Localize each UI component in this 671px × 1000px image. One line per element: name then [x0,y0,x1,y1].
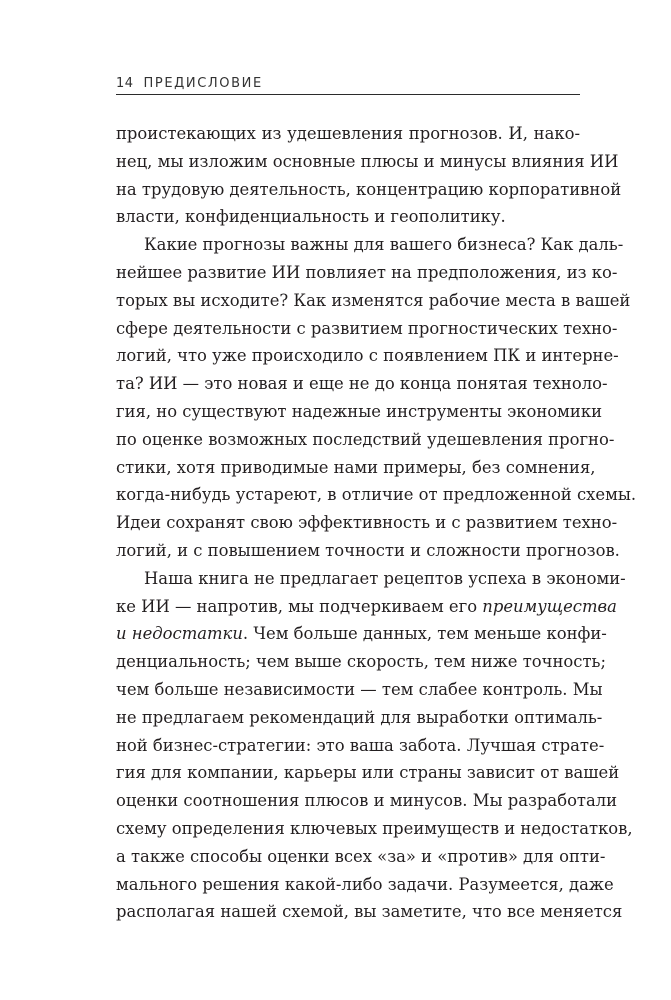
text-line [116,871,614,899]
paragraph [116,565,633,926]
text-segment: гия для компании, карьеры или страны зависит от вашей [116,763,620,783]
emphasis-text: и недостатки [116,624,243,644]
text-line [116,593,617,621]
text-segment: . Чем больше данных, тем меньше конфи- [242,624,607,644]
paragraph [116,120,622,231]
text-segment: Наша книга не предлагает рецептов успеха в экономи- [144,568,626,588]
text-line [116,259,618,287]
text-segment: проистекающих из удешевления прогнозов. И, нако- [116,124,580,143]
running-header [116,72,580,95]
text-segment: на трудовую деятельность, концентрацию корпоративной [116,179,622,199]
text-line [116,648,606,676]
text-line [116,398,603,426]
text-line [116,454,596,482]
text-line [116,120,580,148]
text-segment: логий, и с повышением точности и сложности прогнозов. [116,540,620,560]
text-segment: не предлагаем рекомендаций для выработки оптималь- [116,707,603,727]
text-line [116,787,618,815]
text-segment: мального решения какой-либо задачи. Разумеется, даже [116,874,614,894]
text-segment: торых вы исходите? Как изменятся рабочие места в вашей [116,290,631,310]
text-line [116,620,607,648]
text-segment: Какие прогнозы важны для вашего бизнеса? Как даль- [144,235,624,255]
text-line [116,759,620,787]
text-line [116,815,633,843]
text-segment: ной бизнес-стратегии: это ваша забота. Лучшая страте- [116,735,605,755]
text-line [116,704,603,732]
text-segment: оценки соотношения плюсов и минусов. Мы разработали [116,791,618,811]
text-line [116,481,637,509]
page-number: 14 [116,75,134,91]
text-segment: сфере деятельности с развитием прогностических техно- [116,318,618,338]
text-segment: располагая нашей схемой, вы заметите, что все меняется [116,902,623,922]
text-line [116,176,622,204]
text-line [116,203,580,231]
text-line [116,898,623,926]
text-segment: гия, но существуют надежные инструменты экономики [116,401,603,421]
text-line [116,315,618,343]
text-line [116,148,619,176]
text-segment: по оценке возможных последствий удешевления прогно- [116,429,615,449]
text-line [116,426,615,454]
text-segment: чем больше независимости — тем слабее контроль. Мы [116,679,603,699]
text-segment: схему определения ключевых преимуществ и недостатков, [116,818,633,838]
text-line [116,231,624,259]
text-segment: ке ИИ — напротив, мы подчеркиваем его [116,596,483,616]
text-segment: денциальность; чем выше скорость, тем ниже точность; [116,652,606,672]
text-line [116,537,620,565]
text-segment: Идеи сохранят свою эффективность и с развитием техно- [116,513,618,533]
text-segment: нейшее развитие ИИ повлияет на предположения, из ко- [116,262,618,282]
text-line [116,370,608,398]
text-line [116,565,626,593]
text-segment: логий, что уже происходило с появлением ПК и интерне- [116,346,619,366]
text-line [116,342,619,370]
text-segment: власти, конфиденциальность и геополитику. [116,207,506,227]
text-line [116,676,603,704]
text-line [116,509,618,537]
running-title: ПРЕДИСЛОВИЕ [143,75,263,91]
text-segment: когда-нибудь устареют, в отличие от предложенной схемы. [116,485,637,505]
text-line [116,732,605,760]
paragraph [116,231,637,565]
text-line [116,843,606,871]
text-segment: стики, хотя приводимые нами примеры, без сомнения, [116,457,596,477]
text-segment: та? ИИ — это новая и еще не до конца понятая техноло- [116,374,608,394]
text-segment: нец, мы изложим основные плюсы и минусы влияния ИИ [116,151,619,171]
body-text [116,120,637,926]
text-segment: а также способы оценки всех «за» и «против» для опти- [116,846,606,866]
emphasis-text: преимущества [482,596,617,616]
text-line [116,287,631,315]
